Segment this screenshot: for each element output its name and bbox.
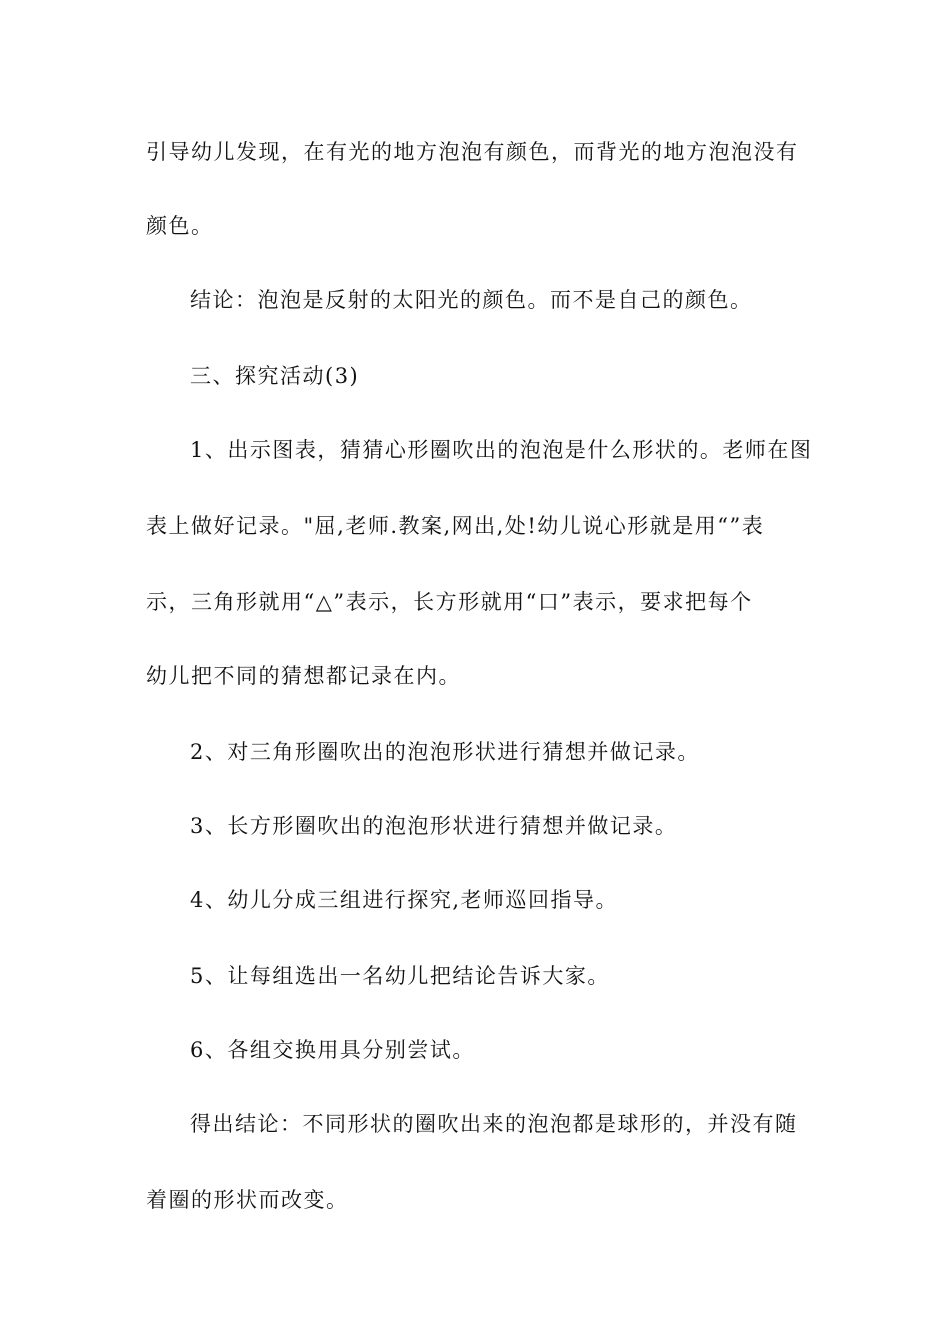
paragraph-line: 颜色。 [146, 214, 214, 238]
section-heading: 三、探究活动(3) [190, 364, 360, 388]
conclusion-line: 结论：泡泡是反射的太阳光的颜色。而不是自己的颜色。 [190, 288, 753, 312]
list-item: 6、各组交换用具分别尝试。 [190, 1038, 475, 1062]
paragraph-line: 表上做好记录。"屈,老师.教案,网出,处!幼儿说心形就是用“”表 [146, 514, 765, 538]
paragraph-line: 着圈的形状而改变。 [146, 1188, 349, 1212]
list-item: 4、幼儿分成三组进行探究,老师巡回指导。 [190, 888, 619, 912]
paragraph-line: 1、出示图表，猜猜心形圈吹出的泡泡是什么形状的。老师在图 [190, 438, 813, 462]
conclusion-line: 得出结论：不同形状的圈吹出来的泡泡都是球形的，并没有随 [190, 1112, 798, 1136]
paragraph-line: 幼儿把不同的猜想都记录在内。 [146, 664, 461, 688]
paragraph-line: 示，三角形就用“△”表示，长方形就用“口”表示，要求把每个 [146, 590, 753, 614]
list-item: 3、长方形圈吹出的泡泡形状进行猜想并做记录。 [190, 814, 678, 838]
list-item: 2、对三角形圈吹出的泡泡形状进行猜想并做记录。 [190, 740, 700, 764]
list-item: 5、让每组选出一名幼儿把结论告诉大家。 [190, 964, 610, 988]
paragraph-line: 引导幼儿发现，在有光的地方泡泡有颜色，而背光的地方泡泡没有 [146, 140, 799, 164]
